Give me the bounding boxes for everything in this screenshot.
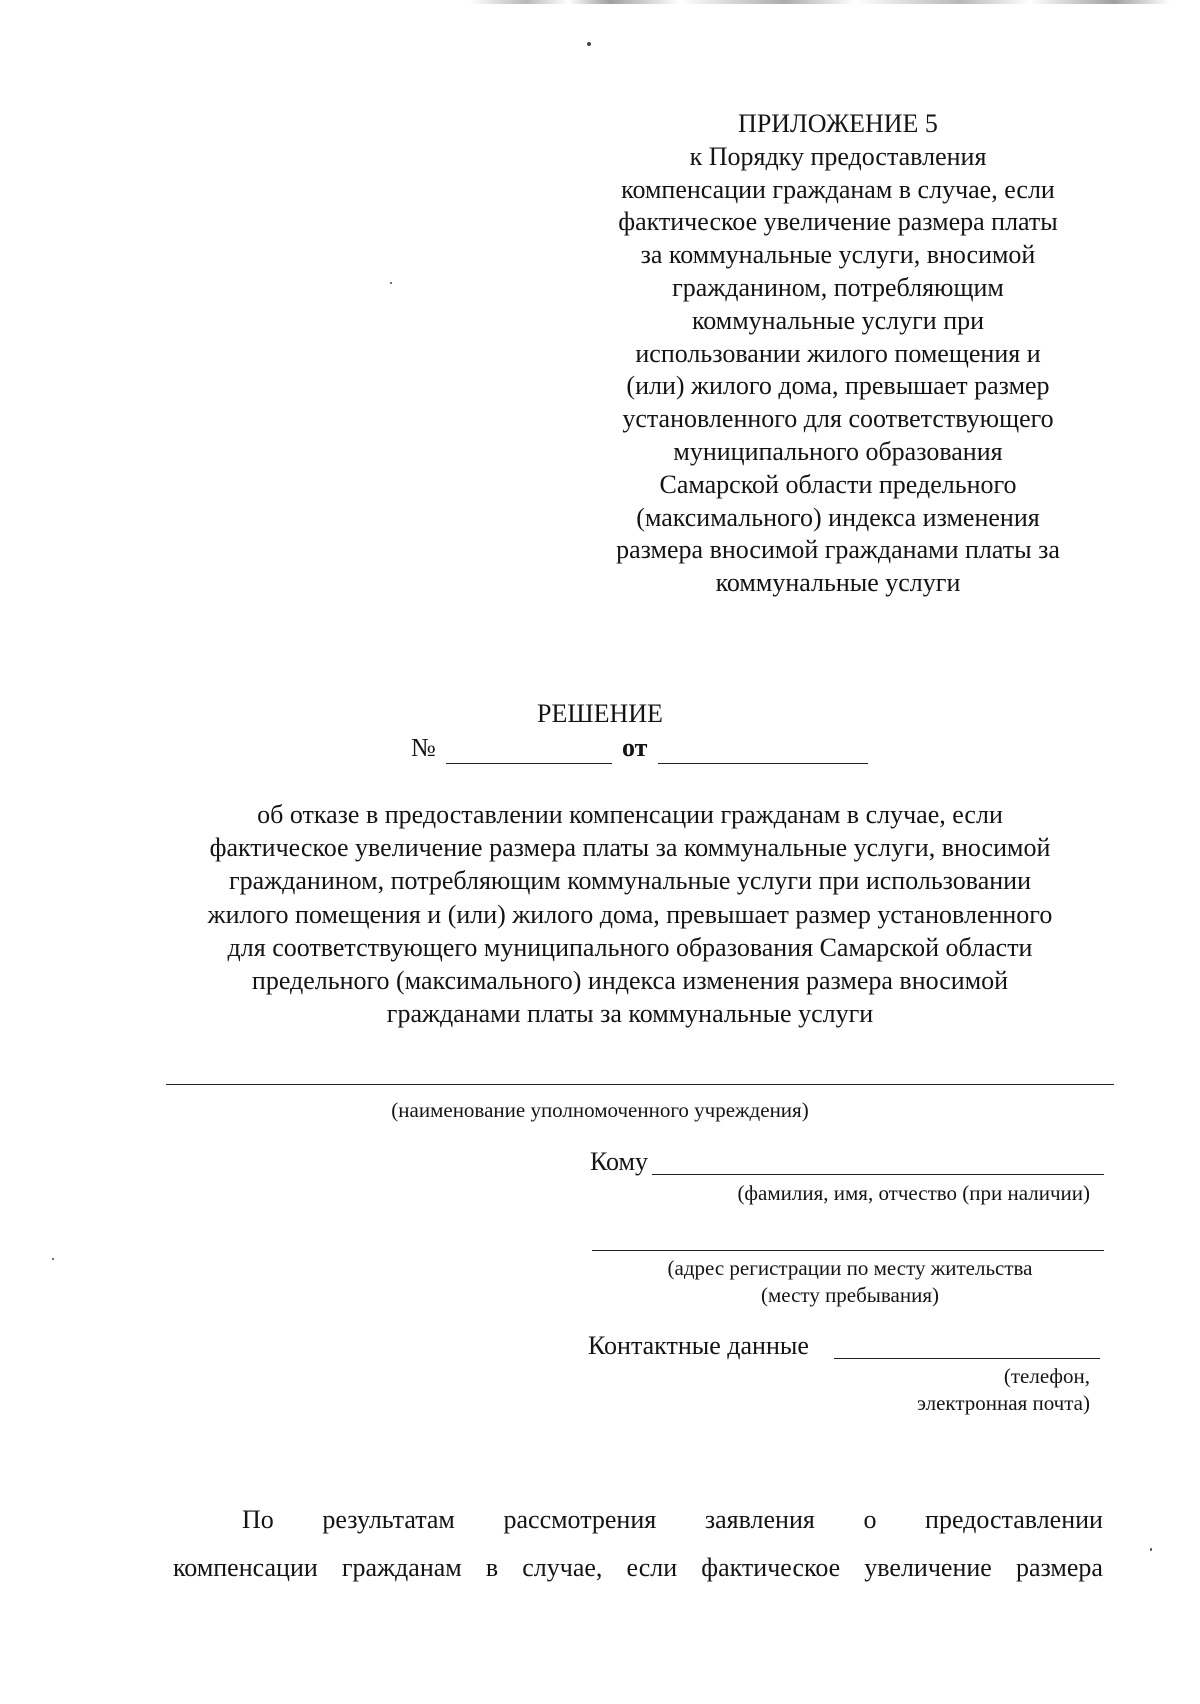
recipient-label: Кому xyxy=(590,1147,649,1176)
appendix-line: компенсации гражданам в случае, если xyxy=(621,174,1055,204)
appendix-line: за коммунальные услуги, вносимой xyxy=(640,240,1036,270)
refusal-line: гражданами платы за коммунальные услуги xyxy=(386,999,874,1029)
recipient-address-caption: (адрес регистрации по месту жительства xyxy=(667,1256,1033,1280)
decision-number-blank[interactable] xyxy=(446,763,612,764)
recipient-name-caption: (фамилия, имя, отчество (при наличии) xyxy=(737,1181,1090,1205)
decision-date-blank[interactable] xyxy=(658,763,868,764)
appendix-block xyxy=(588,108,1088,600)
appendix-line: Самарской области предельного xyxy=(659,469,1017,499)
recipient-address-caption-2: (месту пребывания) xyxy=(760,1283,940,1307)
appendix-line: использовании жилого помещения и xyxy=(635,338,1041,368)
scan-edge-artifact xyxy=(470,0,1170,4)
word: о xyxy=(863,1505,877,1534)
appendix-line: установленного для соответствующего xyxy=(622,404,1054,434)
appendix-line: (максимального) индекса изменения xyxy=(636,502,1040,532)
recipient-address-blank[interactable] xyxy=(592,1250,1104,1251)
scan-speck xyxy=(52,1258,54,1260)
decision-number-row xyxy=(0,733,1200,769)
appendix-line: коммунальные услуги при xyxy=(691,305,985,335)
word: если xyxy=(626,1553,678,1582)
word: заявления xyxy=(704,1505,815,1534)
body-line-2 xyxy=(173,1544,1103,1592)
appendix-line: к Порядку предоставления xyxy=(689,141,987,171)
institution-caption: (наименование уполномоченного учреждения) xyxy=(391,1098,809,1122)
word: случае, xyxy=(522,1553,603,1582)
word: компенсации xyxy=(173,1553,318,1582)
scan-speck xyxy=(1150,1548,1152,1551)
word: увеличение xyxy=(864,1553,992,1582)
refusal-line: об отказе в предоставлении компенсации гражданам в случае, если xyxy=(257,800,1003,829)
body-line-1 xyxy=(173,1496,1103,1544)
date-from-label: от xyxy=(622,733,648,762)
contacts-label: Контактные данные xyxy=(588,1331,809,1360)
refusal-line: фактическое увеличение размера платы за коммунальные услуги, вносимой xyxy=(209,833,1051,863)
appendix-line: гражданином, потребляющим xyxy=(672,272,1004,302)
appendix-title: ПРИЛОЖЕНИЕ 5 xyxy=(738,109,938,138)
body-paragraph xyxy=(173,1496,1103,1592)
recipient-name-blank[interactable] xyxy=(652,1174,1104,1175)
decision-title: РЕШЕНИЕ xyxy=(537,699,663,728)
refusal-line: гражданином, потребляющим коммунальные услуги при использовании xyxy=(228,866,1032,896)
refusal-subject xyxy=(160,798,1100,1030)
appendix-line: муниципального образования xyxy=(673,436,1003,466)
appendix-line: (или) жилого дома, превышает размер xyxy=(626,371,1050,401)
contacts-caption-2: электронная почта) xyxy=(916,1391,1090,1415)
number-sign: № xyxy=(411,733,436,762)
contacts-blank[interactable] xyxy=(834,1358,1100,1359)
scan-speck xyxy=(390,282,392,284)
refusal-line: жилого помещения и (или) жилого дома, превышает размер установленного xyxy=(207,899,1053,929)
contacts-caption: (телефон, xyxy=(1003,1364,1090,1388)
refusal-line: предельного (максимального) индекса изменения размера вносимой xyxy=(251,966,1009,996)
word: рассмотрения xyxy=(503,1505,657,1534)
word: в xyxy=(485,1553,499,1582)
word: результатам xyxy=(322,1505,455,1534)
appendix-line: коммунальные услуги xyxy=(715,568,961,598)
word: фактическое xyxy=(701,1553,841,1582)
scan-speck xyxy=(587,42,591,46)
word: По xyxy=(242,1505,274,1534)
appendix-line: фактическое увеличение размера платы xyxy=(618,207,1058,237)
word: размера xyxy=(1015,1553,1103,1582)
word: гражданам xyxy=(341,1553,462,1582)
word: предоставлении xyxy=(925,1505,1103,1534)
appendix-line: размера вносимой гражданами платы за xyxy=(616,535,1060,565)
institution-name-blank[interactable] xyxy=(166,1084,1114,1085)
refusal-line: для соответствующего муниципального образования Самарской области xyxy=(227,932,1033,962)
